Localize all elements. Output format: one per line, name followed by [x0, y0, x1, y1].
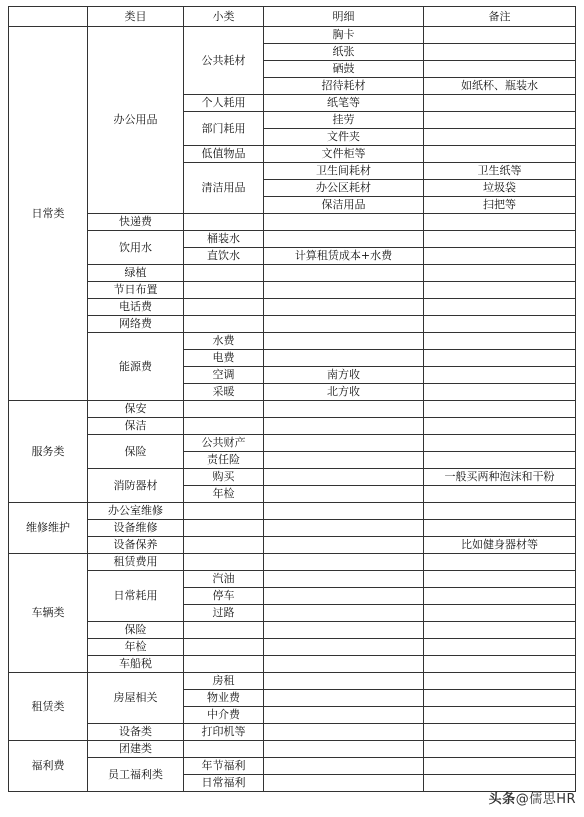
header-category: 类目 [88, 7, 184, 27]
subcategory-electricity: 电费 [184, 350, 264, 367]
table-row [9, 571, 576, 588]
category-vehicle-tax: 车船税 [88, 656, 184, 673]
header-note: 备注 [424, 7, 576, 27]
table-row [9, 622, 576, 639]
subcategory-department: 部门耗用 [184, 112, 264, 146]
table-row [9, 333, 576, 350]
category-equipment-repair: 设备维修 [88, 520, 184, 537]
subcategory-agency-fee: 中介费 [184, 707, 264, 724]
detail-cell: 硒鼓 [264, 61, 424, 78]
detail-cell: 办公区耗材 [264, 180, 424, 197]
header-row [9, 7, 576, 27]
category-vehicle-daily: 日常耗用 [88, 571, 184, 622]
detail-cell: 北方收 [264, 384, 424, 401]
subcategory-property-fee: 物业费 [184, 690, 264, 707]
table-row [9, 299, 576, 316]
table-row [9, 401, 576, 418]
table-row [9, 554, 576, 571]
note-cell: 卫生纸等 [424, 163, 576, 180]
note-cell: 如纸杯、瓶装水 [424, 78, 576, 95]
header-detail: 明细 [264, 7, 424, 27]
category-phone: 电话费 [88, 299, 184, 316]
subcategory-parking: 停车 [184, 588, 264, 605]
category-equipment-service: 设备保养 [88, 537, 184, 554]
subcategory-rent: 房租 [184, 673, 264, 690]
category-cleaning-service: 保洁 [88, 418, 184, 435]
watermark-handle: @儒思HR [515, 792, 576, 807]
subcategory-liability: 责任险 [184, 452, 264, 469]
subcategory-annual-inspection: 年检 [184, 486, 264, 503]
table-row [9, 537, 576, 554]
note-cell: 一般买两种泡沫和干粉 [424, 469, 576, 486]
section-vehicle: 车辆类 [9, 554, 88, 673]
category-vehicle-rental: 租赁费用 [88, 554, 184, 571]
category-security: 保安 [88, 401, 184, 418]
category-housing: 房屋相关 [88, 673, 184, 724]
subcategory-water-bill: 水费 [184, 333, 264, 350]
category-office-repair: 办公室维修 [88, 503, 184, 520]
table-row [9, 265, 576, 282]
table-row [9, 520, 576, 537]
table-row [9, 231, 576, 248]
table-row [9, 214, 576, 231]
category-vehicle-insurance: 保险 [88, 622, 184, 639]
subcategory-festival-welfare: 年节福利 [184, 758, 264, 775]
category-energy: 能源费 [88, 333, 184, 401]
detail-cell: 胸卡 [264, 27, 424, 44]
table-row [9, 656, 576, 673]
section-maintenance: 维修维护 [9, 503, 88, 554]
category-staff-welfare: 员工福利类 [88, 758, 184, 792]
table-row [9, 503, 576, 520]
detail-cell: 纸张 [264, 44, 424, 61]
table-row [9, 282, 576, 299]
note-cell [424, 95, 576, 112]
subcategory-low-value: 低值物品 [184, 146, 264, 163]
category-courier: 快递费 [88, 214, 184, 231]
category-team-building: 团建类 [88, 741, 184, 758]
note-cell [424, 61, 576, 78]
detail-cell: 招待耗材 [264, 78, 424, 95]
detail-cell: 纸笔等 [264, 95, 424, 112]
note-cell [424, 146, 576, 163]
expense-category-table [8, 6, 576, 792]
subcategory-daily-welfare: 日常福利 [184, 775, 264, 792]
detail-cell: 文件柜等 [264, 146, 424, 163]
table-row [9, 435, 576, 452]
category-vehicle-inspection: 年检 [88, 639, 184, 656]
table-row [9, 724, 576, 741]
note-cell [424, 112, 576, 129]
note-cell: 比如健身器材等 [424, 537, 576, 554]
note-cell [424, 27, 576, 44]
category-drinking-water: 饮用水 [88, 231, 184, 265]
table-row [9, 673, 576, 690]
subcategory-toll: 过路 [184, 605, 264, 622]
table-row [9, 469, 576, 486]
subcategory-purchase: 购买 [184, 469, 264, 486]
table-row [9, 27, 576, 44]
subcategory-printer: 打印机等 [184, 724, 264, 741]
note-cell: 垃圾袋 [424, 180, 576, 197]
subcategory-personal: 个人耗用 [184, 95, 264, 112]
category-equipment-lease: 设备类 [88, 724, 184, 741]
table-row [9, 758, 576, 775]
section-welfare: 福利费 [9, 741, 88, 792]
table-row [9, 418, 576, 435]
category-network: 网络费 [88, 316, 184, 333]
subcategory-heating: 采暖 [184, 384, 264, 401]
category-insurance: 保险 [88, 435, 184, 469]
subcategory-fuel: 汽油 [184, 571, 264, 588]
watermark-prefix: 头条 [488, 792, 516, 807]
subcategory-public-property: 公共财产 [184, 435, 264, 452]
category-festival-decor: 节日布置 [88, 282, 184, 299]
subcategory-cleaning: 清洁用品 [184, 163, 264, 214]
section-service: 服务类 [9, 401, 88, 503]
detail-cell: 计算租赁成本+水费 [264, 248, 424, 265]
category-plants: 绿植 [88, 265, 184, 282]
detail-cell: 文件夹 [264, 129, 424, 146]
header-blank [9, 7, 88, 27]
subcategory-public-consumables: 公共耗材 [184, 27, 264, 95]
table-row [9, 741, 576, 758]
table-row [9, 639, 576, 656]
subcategory-barrel-water: 桶装水 [184, 231, 264, 248]
detail-cell: 挂劳 [264, 112, 424, 129]
header-subcategory: 小类 [184, 7, 264, 27]
note-cell [424, 44, 576, 61]
detail-cell: 保洁用品 [264, 197, 424, 214]
detail-cell: 南方收 [264, 367, 424, 384]
note-cell: 扫把等 [424, 197, 576, 214]
detail-cell: 卫生间耗材 [264, 163, 424, 180]
table-row [9, 316, 576, 333]
section-daily: 日常类 [9, 27, 88, 401]
subcategory-direct-water: 直饮水 [184, 248, 264, 265]
category-fire-equipment: 消防器材 [88, 469, 184, 503]
note-cell [424, 129, 576, 146]
section-lease: 租赁类 [9, 673, 88, 741]
watermark [489, 788, 576, 807]
subcategory-air-conditioning: 空调 [184, 367, 264, 384]
category-office-supplies: 办公用品 [88, 27, 184, 214]
